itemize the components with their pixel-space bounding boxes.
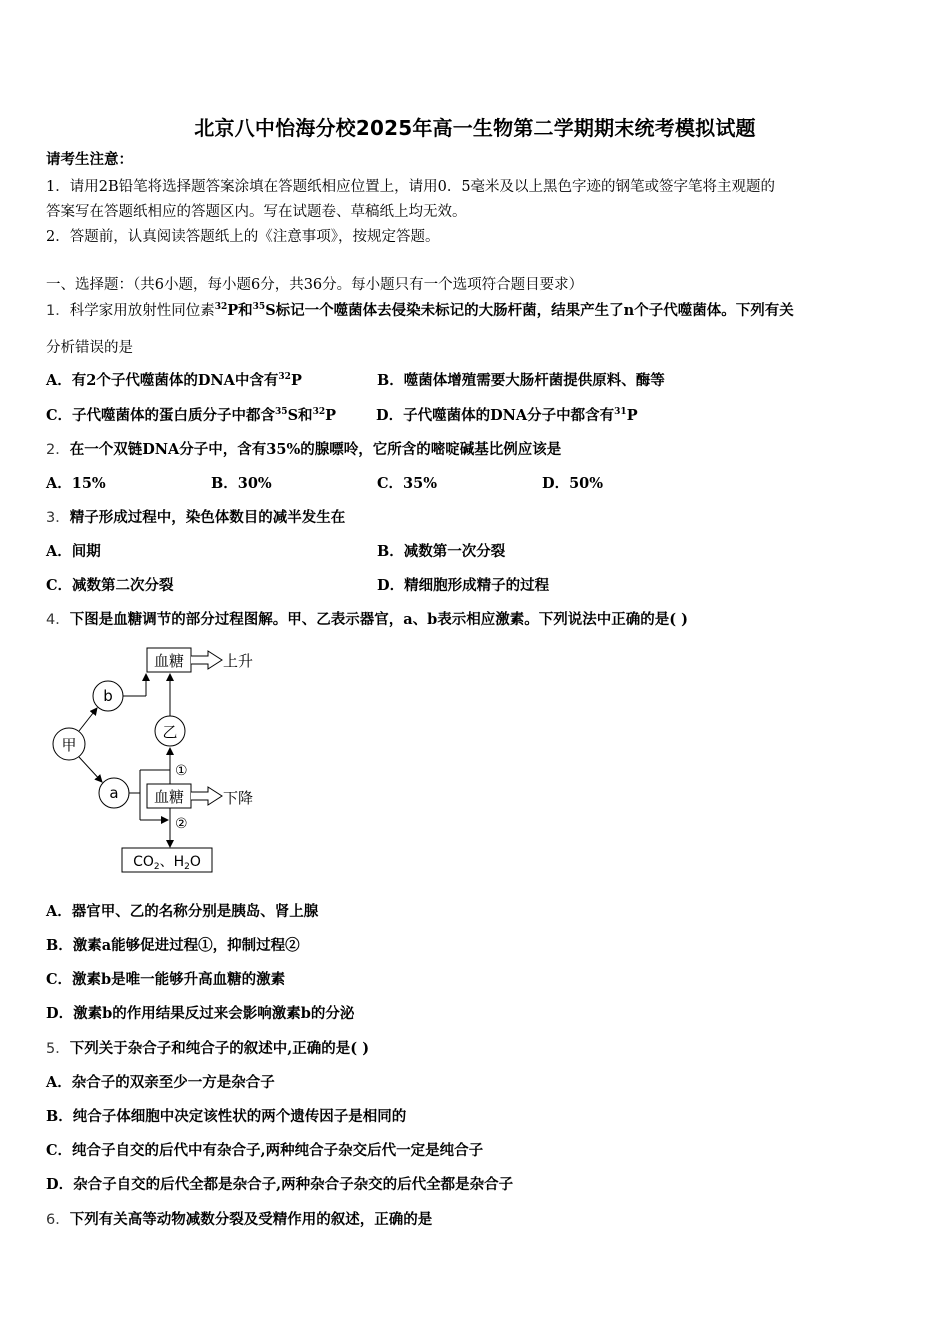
- arrow-jia-to-b: [79, 708, 97, 731]
- question-5-option-b: B．纯合子体细胞中决定该性状的两个遗传因子是相同的: [46, 1108, 407, 1125]
- question-4-option-b: B．激素a能够促进过程①，抑制过程②: [46, 937, 300, 954]
- question-5-option-a: A．杂合子的双亲至少一方是杂合子: [46, 1074, 275, 1091]
- question-1-option-d: D．子代噬菌体的DNA分子中都含有$^{31}$P: [376, 407, 638, 424]
- question-4-option-d: D．激素b的作用结果反过来会影响激素b的分泌: [46, 1005, 355, 1022]
- question-4-option-a: A．器官甲、乙的名称分别是胰岛、肾上腺: [46, 903, 319, 920]
- question-5-option-c: C．纯合子自交的后代中有杂合子,两种纯合子杂交后代一定是纯合子: [46, 1142, 484, 1159]
- organ-yi-label: 乙: [162, 723, 178, 741]
- blood-sugar-top-label: 血糖: [153, 652, 185, 670]
- question-3-stem: 3．精子形成过程中，染色体数目的减半发生在: [46, 509, 346, 526]
- question-1-option-a: A．有2个子代噬菌体的DNA中含有$^{32}$P: [46, 372, 302, 389]
- question-number: 5．: [46, 1041, 70, 1057]
- question-2-stem: 2．在一个双链DNA分子中，含有35%的腺嘌呤，它所含的嘧啶碱基比例应该是: [46, 441, 562, 458]
- question-4-option-c: C．激素b是唯一能够升高血糖的激素: [46, 971, 286, 988]
- question-1-option-b: B．噬菌体增殖需要大肠杆菌提供原料、酶等: [377, 372, 665, 389]
- question-3-option-b: B．减数第一次分裂: [377, 543, 506, 560]
- question-2-option-a: A．15%: [46, 475, 106, 492]
- blood-sugar-bottom-label: 血糖: [153, 788, 185, 806]
- question-3-option-d: D．精细胞形成精子的过程: [377, 577, 550, 594]
- question-1-option-c: C．子代噬菌体的蛋白质分子中都含$^{35}$S和$^{32}$P: [46, 407, 336, 424]
- question-2-option-c: C．35%: [377, 475, 437, 492]
- section-heading: 一、选择题：（共6小题，每小题6分，共36分。每小题只有一个选项符合题目要求）: [46, 277, 584, 293]
- question-5-option-d: D．杂合子自交的后代全都是杂合子,两种杂合子杂交的后代全都是杂合子: [46, 1176, 514, 1193]
- products-label: $CO_2$、$H_2O$: [133, 854, 201, 872]
- question-1-stem: 1．科学家用放射性同位素$^{32}$P和$^{35}$S标记一个噬菌体去侵染未标记的大肠杆菌，结果产生了n个子代噬菌体。下列有关: [46, 302, 794, 319]
- question-1-stem-line-2: 分析错误的是: [46, 340, 133, 356]
- question-2-option-d: D．50%: [542, 475, 604, 492]
- question-5-stem: 5．下列关于杂合子和纯合子的叙述中,正确的是( ): [46, 1040, 370, 1057]
- rise-label: 上升: [223, 652, 254, 670]
- page-title: 北京八中怡海分校2025年高一生物第二学期期末统考模拟试题: [194, 116, 756, 140]
- arrow-jia-to-a: [79, 757, 102, 782]
- question-6-stem: 6．下列有关高等动物减数分裂及受精作用的叙述，正确的是: [46, 1211, 433, 1228]
- notice-item-1-line-2: 答案写在答题纸相应的答题区内。写在试题卷、草稿纸上均无效。: [46, 204, 467, 220]
- question-number: 2．: [46, 442, 70, 458]
- question-2-option-b: B．30%: [211, 475, 272, 492]
- question-number: 1．: [46, 303, 70, 319]
- question-number: 3．: [46, 510, 70, 526]
- blood-sugar-diagram: [48, 642, 278, 878]
- notice-item-2: 2．答题前，认真阅读答题纸上的《注意事项》，按规定答题。: [46, 229, 440, 245]
- process-1-label: ①: [175, 763, 188, 779]
- question-number: 4．: [46, 612, 70, 628]
- organ-jia-label: 甲: [61, 736, 77, 754]
- hormone-b-label: b: [103, 687, 113, 705]
- fall-label: 下降: [223, 789, 254, 807]
- fall-hollow-arrow: [191, 787, 222, 805]
- question-4-stem: 4．下图是血糖调节的部分过程图解。甲、乙表示器官，a、b表示相应激素。下列说法中正确的是( ): [46, 611, 689, 628]
- question-3-option-a: A．间期: [46, 543, 101, 560]
- hormone-a-label: a: [109, 784, 119, 802]
- rise-hollow-arrow: [191, 651, 222, 669]
- process-2-label: ②: [175, 816, 188, 832]
- notice-heading: 请考生注意：: [46, 151, 133, 168]
- question-number: 6．: [46, 1212, 70, 1228]
- notice-item-1-line-1: 1．请用2B铅笔将选择题答案涂填在答题纸相应位置上，请用0．5毫米及以上黑色字迹的钢笔或签字笔将主观题的: [46, 179, 776, 195]
- question-3-option-c: C．减数第二次分裂: [46, 577, 174, 594]
